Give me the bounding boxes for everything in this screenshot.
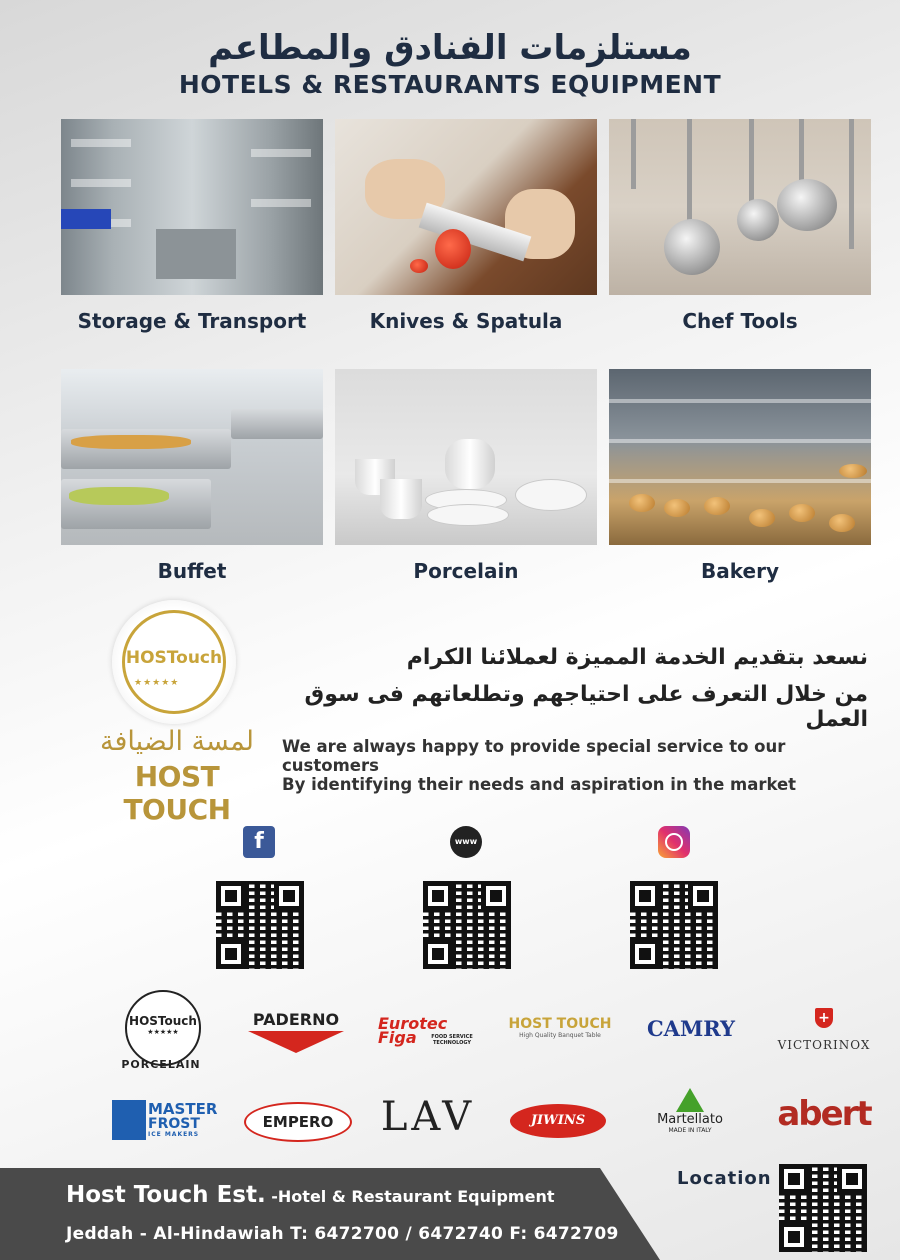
message-arabic-line2: من خلال التعرف على احتياجهم وتطلعاتهم فى سوق العمل	[304, 682, 868, 732]
title-english: HOTELS & RESTAURANTS EQUIPMENT	[178, 70, 722, 99]
facebook-icon[interactable]: f	[243, 826, 275, 858]
knives-photo	[335, 119, 597, 295]
category-label: Storage & Transport	[77, 309, 307, 333]
category-bakery[interactable]	[609, 369, 871, 583]
instagram-qr-code[interactable]	[630, 881, 718, 969]
category-label: Buffet	[157, 559, 227, 583]
message-english-line1: We are always happy to provide special service to our customers	[282, 737, 786, 775]
abert-logo: abert	[777, 1094, 871, 1134]
eurotec-figa-logo: Eurotec Figa FOOD SERVICE TECHNOLOGY	[378, 1014, 473, 1047]
bakery-photo	[609, 369, 871, 545]
location-qr-code[interactable]	[779, 1164, 867, 1252]
brand-name-arabic: لمسة الضيافة	[100, 726, 254, 757]
category-porcelain[interactable]	[335, 369, 597, 583]
message-english-line2: By identifying their needs and aspiration in the market	[282, 775, 797, 794]
emblem-stars: ★★★★★	[134, 678, 180, 688]
website-icon[interactable]: www	[450, 826, 482, 858]
footer-contact: Jeddah - Al-Hindawiah T: 6472700 / 6472740 F: 6472709	[66, 1224, 619, 1244]
martellato-logo: Martellato MADE IN ITALY	[648, 1088, 732, 1134]
website-qr-code[interactable]	[423, 881, 511, 969]
category-label: Bakery	[701, 559, 779, 583]
brand-name-english: HOST TOUCH	[123, 760, 231, 826]
storage-photo	[61, 119, 323, 295]
category-label: Porcelain	[413, 559, 519, 583]
location-label: Location	[677, 1168, 772, 1189]
category-knives[interactable]	[335, 119, 597, 333]
hostouch-emblem	[112, 600, 236, 724]
category-buffet[interactable]	[61, 369, 323, 583]
emblem-text: HOSTouch	[125, 648, 223, 668]
category-label: Knives & Spatula	[369, 309, 563, 333]
master-frost-logo: MASTER FROST ICE MAKERS	[112, 1100, 216, 1140]
category-storage[interactable]	[61, 119, 323, 333]
porcelain-label: PORCELAIN	[121, 1058, 201, 1071]
chef-tools-photo	[609, 119, 871, 295]
category-label: Chef Tools	[682, 309, 798, 333]
jiwins-logo: JIWINS	[510, 1104, 606, 1138]
title-arabic: مستلزمات الفنادق والمطاعم	[208, 28, 692, 68]
lav-logo: LAV	[380, 1094, 476, 1140]
message-arabic-line1: نسعد بتقديم الخدمة المميزة لعملائنا الكرام	[406, 645, 868, 670]
paderno-logo: PADERNO	[246, 1010, 346, 1053]
category-chef-tools[interactable]	[609, 119, 871, 333]
footer-company: Host Touch Est. -Hotel & Restaurant Equipment	[66, 1182, 555, 1208]
host-touch-table-logo: HOST TOUCH High Quality Banquet Table	[508, 1016, 612, 1039]
porcelain-photo	[335, 369, 597, 545]
instagram-icon[interactable]	[658, 826, 690, 858]
buffet-photo	[61, 369, 323, 545]
footer-company-sub: -Hotel & Restaurant Equipment	[265, 1187, 555, 1206]
empero-logo: EMPERO	[244, 1102, 352, 1142]
camry-logo: CAMRY	[646, 1016, 736, 1041]
victorinox-logo: + VICTORINOX	[777, 1010, 871, 1052]
facebook-qr-code[interactable]	[216, 881, 304, 969]
hostouch-porcelain-logo: HOSTouch ★★★★★	[125, 990, 201, 1066]
